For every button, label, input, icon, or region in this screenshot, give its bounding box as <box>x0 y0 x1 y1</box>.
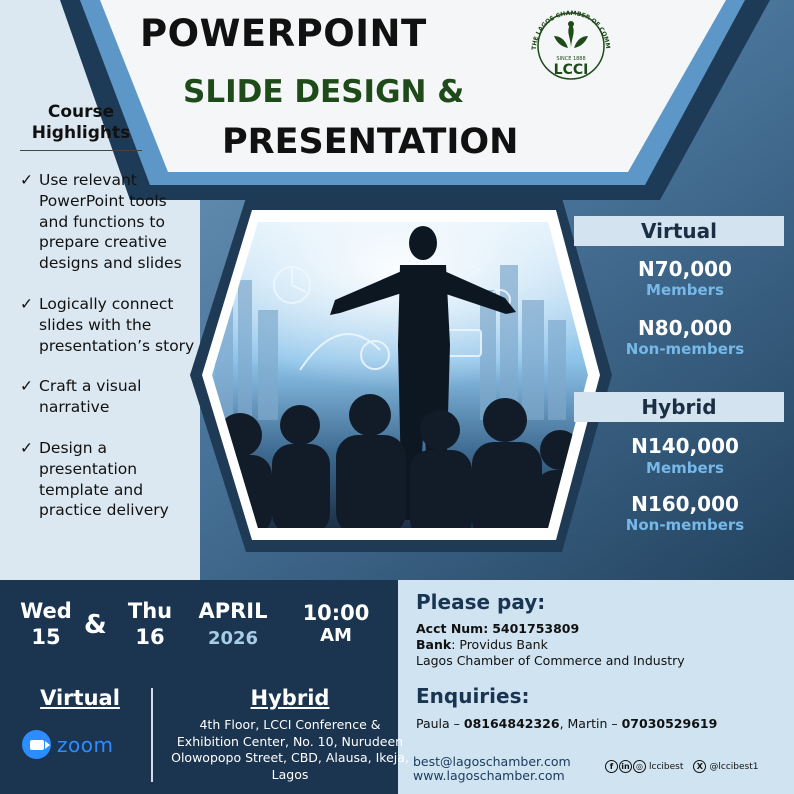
bank-value: : Providus Bank <box>451 637 548 652</box>
hybrid-member-price: N140,000 <box>631 434 739 458</box>
zoom-camera-icon <box>22 730 51 759</box>
hybrid-nonmember-label: Non-members <box>625 516 745 534</box>
check-icon: ✓ <box>20 171 33 189</box>
list-item <box>20 376 195 418</box>
social-handle-2: @lccibest1 <box>709 761 759 772</box>
linkedin-icon[interactable]: in <box>619 760 632 773</box>
virtual-nonmember-label: Non-members <box>625 340 745 358</box>
contact1-name: Paula – <box>416 716 464 731</box>
list-item <box>20 438 195 521</box>
hybrid-nonmember-price: N160,000 <box>631 492 739 516</box>
hybrid-price-heading: Hybrid <box>574 392 784 422</box>
zoom-text: zoom <box>57 732 114 757</box>
list-item <box>20 294 195 356</box>
peacock-icon <box>554 21 588 48</box>
instagram-icon[interactable]: ◎ <box>633 760 646 773</box>
virtual-price-heading: Virtual <box>574 216 784 246</box>
day1-name: Wed <box>20 599 72 623</box>
title-line-1: POWERPOINT <box>140 12 427 55</box>
x-twitter-icon[interactable]: X <box>693 760 706 773</box>
account-number-line <box>416 621 579 636</box>
contact-separator: , Martin – <box>559 716 622 731</box>
account-number-value: 5401753809 <box>492 621 580 636</box>
highlight-text: Design a presentation template and practice delivery <box>39 438 169 520</box>
title-line-2: SLIDE DESIGN & <box>183 74 465 110</box>
highlights-heading <box>20 102 142 144</box>
highlights-heading-line2: Highlights <box>31 123 131 143</box>
highlights-divider <box>20 150 142 151</box>
bank-label: Bank <box>416 637 452 652</box>
check-icon: ✓ <box>20 377 33 396</box>
logo-since: SINCE 1888 <box>556 56 586 62</box>
highlight-text: Craft a visual narrative <box>39 377 142 417</box>
social-handle-1: lccibest <box>649 761 684 772</box>
check-icon: ✓ <box>20 294 33 313</box>
enquiries-title: Enquiries: <box>416 684 530 708</box>
venue-divider <box>151 688 153 782</box>
bank-line <box>416 637 548 652</box>
virtual-member-label: Members <box>646 281 724 299</box>
date-ampersand: & <box>84 610 107 640</box>
social-handles <box>605 760 768 773</box>
account-number-label: Acct Num: <box>416 621 489 636</box>
highlights-heading-line1: Course <box>47 102 115 122</box>
virtual-nonmember-price: N80,000 <box>638 316 732 340</box>
event-month: APRIL <box>198 599 268 623</box>
list-item <box>20 170 195 274</box>
day2-date: 16 <box>135 625 165 649</box>
payment-title: Please pay: <box>416 590 546 614</box>
logo-arc-text: THE LAGOS CHAMBER OF COMM <box>530 9 612 51</box>
event-year: 2026 <box>207 628 259 649</box>
logo-name: LCCI <box>553 62 589 78</box>
contact2-phone: 07030529619 <box>621 716 718 731</box>
highlight-text: Use relevant PowerPoint tools and functions to prepare creative designs and slides <box>39 171 182 273</box>
event-time-period: AM <box>320 625 352 646</box>
enquiries-line <box>416 716 717 731</box>
email-link[interactable]: best@lagoschamber.com <box>413 754 571 769</box>
hybrid-member-label: Members <box>646 459 724 477</box>
zoom-logo <box>22 730 113 759</box>
facebook-icon[interactable]: f <box>605 760 618 773</box>
svg-text:THE LAGOS CHAMBER OF COMMERCE <box>524 6 611 50</box>
check-icon: ✓ <box>20 438 33 457</box>
lcci-logo <box>524 6 618 80</box>
website-link[interactable]: www.lagoschamber.com <box>413 768 565 783</box>
virtual-venue-title: Virtual <box>40 686 120 710</box>
event-time: 10:00 <box>302 601 370 625</box>
title-line-3: PRESENTATION <box>222 122 519 162</box>
day2-name: Thu <box>127 599 173 623</box>
highlight-text: Logically connect slides with the presentation’s story <box>39 294 195 355</box>
contact1-phone: 08164842326 <box>463 716 560 731</box>
account-name: Lagos Chamber of Commerce and Industry <box>416 653 685 668</box>
day1-date: 15 <box>31 625 61 649</box>
virtual-member-price: N70,000 <box>638 257 732 281</box>
highlights-list <box>20 170 195 541</box>
hybrid-venue-title: Hybrid <box>250 686 330 710</box>
venue-address: 4th Floor, LCCI Conference & Exhibition Center, No. 10, Nurudeen Olowopopo Street, CBD, Alausa, Ikeja, Lagos <box>171 717 409 782</box>
